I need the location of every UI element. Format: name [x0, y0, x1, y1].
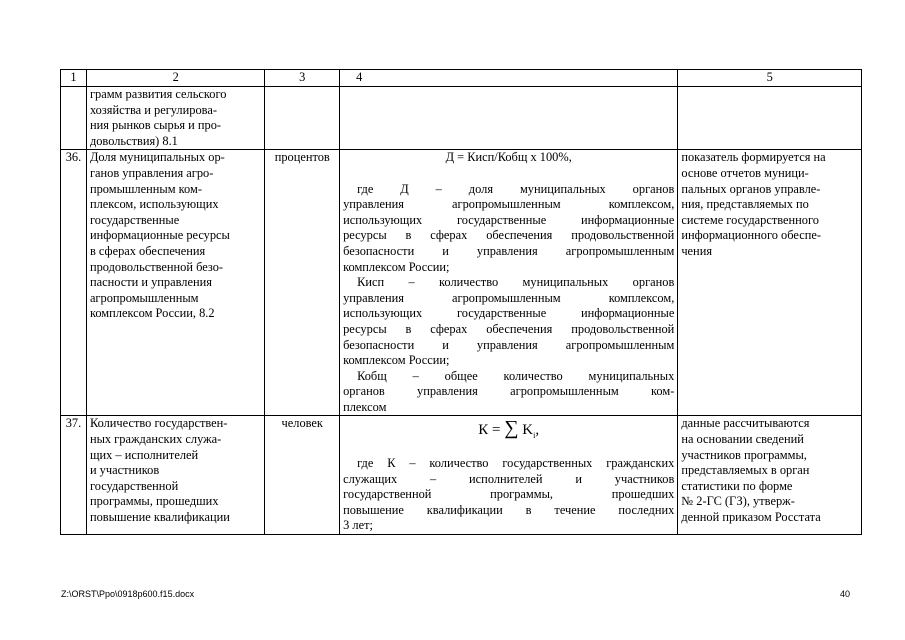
document-table	[60, 69, 862, 535]
column-number-5: 5	[678, 70, 862, 87]
text-line: системе государственного	[681, 212, 819, 227]
table-row-continuation	[61, 87, 862, 150]
row-number-cell: 37.	[61, 416, 87, 535]
text-line: безопасности и управления агропромышленным	[343, 243, 675, 258]
text-line: управления агропромышленным комплексом,	[343, 197, 675, 212]
text-line: управления агропромышленным комплексом,	[343, 290, 675, 305]
text-line: на основании сведений	[681, 432, 804, 447]
formula: Д = Кисп/Кобщ x 100%,	[445, 150, 572, 165]
text-line: повышение квалификации	[89, 510, 230, 525]
table-row-37	[61, 416, 862, 535]
text-line: статистики по форме	[681, 478, 793, 493]
footer-file-path: Z:\ORST\Ppo\0918p600.f15.docx	[61, 589, 195, 599]
text-line: безопасности и управления агропромышленным	[343, 337, 675, 352]
method-cell	[340, 150, 678, 416]
table-header-row	[61, 70, 862, 87]
row-number-cell	[61, 87, 87, 150]
unit-cell	[265, 87, 340, 150]
text-line: и участников	[89, 463, 160, 478]
sigma-symbol: ∑	[504, 417, 519, 440]
unit-cell: человек	[265, 416, 340, 535]
text-line: участников программы,	[681, 447, 807, 462]
text-line: программы, прошедших	[89, 494, 219, 509]
text-line: представляемых в орган	[681, 463, 810, 478]
text-line: 3 лет;	[343, 518, 373, 533]
text-line: промышленным ком-	[89, 181, 202, 196]
text-line: ресурсы в сферах обеспечения продовольственной	[343, 228, 675, 243]
unit-cell: процентов	[265, 150, 340, 416]
formula-variable: K	[522, 422, 534, 439]
text-line: продовольственной безо-	[89, 259, 224, 274]
indicator-name-cell	[86, 416, 264, 535]
text-line: агропромышленным	[89, 290, 199, 305]
method-cell	[340, 87, 678, 150]
text-line: ганов управления агро-	[89, 165, 214, 180]
text-line: органов управления агропромышленным ком-	[343, 384, 675, 399]
column-number-2: 2	[86, 70, 264, 87]
text-line: государственной программы, прошедших	[343, 487, 675, 502]
text-line: использующих государственные информационные	[343, 212, 675, 227]
spacer	[343, 440, 674, 456]
text-line: ных гражданских служа-	[89, 432, 222, 447]
text-line: Доля муниципальных ор-	[89, 150, 225, 165]
formula-subscript: i	[533, 431, 536, 441]
text-line: использующих государственные информационные	[343, 306, 675, 321]
text-line: щих – исполнителей	[89, 447, 199, 462]
text-line: информационные ресурсы	[89, 228, 230, 243]
text-line: ния, представляемых по	[681, 197, 809, 212]
sum-formula	[343, 416, 674, 440]
footer-page-number: 40	[840, 589, 851, 599]
text-line: Кисп – количество муниципальных органов	[357, 275, 675, 290]
text-line: комплексом России, 8.2	[89, 306, 215, 321]
text-line: № 2-ГС (ГЗ), утверж-	[681, 494, 795, 509]
text-line: в сферах обеспечения	[89, 243, 206, 258]
indicator-name-cell	[86, 87, 264, 150]
text-line: служащих – исполнителей и участников	[343, 471, 675, 486]
text-line: грамм развития сельского	[89, 87, 227, 101]
text-line: данные рассчитываются	[681, 416, 810, 431]
text-line: информационного обеспе-	[681, 228, 821, 243]
method-lines	[343, 182, 674, 416]
column-number-4: 4	[340, 70, 678, 87]
source-cell	[678, 150, 862, 416]
text-line: пасности и управления	[89, 275, 212, 290]
text-line: плексом	[343, 399, 387, 414]
text-line: комплексом России;	[343, 259, 450, 274]
text-line: довольствия) 8.1	[89, 133, 178, 148]
row-number-cell: 36.	[61, 150, 87, 416]
text-line: повышение квалификации в течение последних	[343, 502, 675, 517]
text-line: денной приказом Росстата	[681, 510, 821, 525]
spacer	[343, 166, 674, 182]
text-line: государственной	[89, 478, 179, 493]
text-line: Кобщ – общее количество муниципальных	[357, 368, 675, 383]
column-number-1: 1	[61, 70, 87, 87]
source-cell	[678, 87, 862, 150]
text-line: где Д – доля муниципальных органов	[357, 181, 675, 196]
formula-lhs: К =	[478, 422, 505, 439]
text-line: где К – количество государственных гражданских	[357, 456, 675, 471]
text-line: чения	[681, 243, 713, 258]
text-line: Количество государствен-	[89, 416, 228, 431]
source-cell	[678, 416, 862, 535]
method-lines	[343, 456, 674, 534]
table-row-36	[61, 150, 862, 416]
text-line: основе отчетов муници-	[681, 165, 809, 180]
text-line: показатель формируется на	[681, 150, 826, 165]
column-number-3: 3	[265, 70, 340, 87]
indicator-name-cell	[86, 150, 264, 416]
text-line: ресурсы в сферах обеспечения продовольственной	[343, 321, 675, 336]
text-line: плексом, использующих	[89, 197, 219, 212]
formula-tail: ,	[535, 422, 540, 439]
text-line: государственные	[89, 212, 180, 227]
text-line: ния рынков сырья и про-	[89, 118, 222, 133]
text-line: комплексом России;	[343, 353, 450, 368]
method-cell	[340, 416, 678, 535]
text-line: пальных органов управле-	[681, 181, 821, 196]
text-line: хозяйства и регулирова-	[89, 102, 217, 117]
